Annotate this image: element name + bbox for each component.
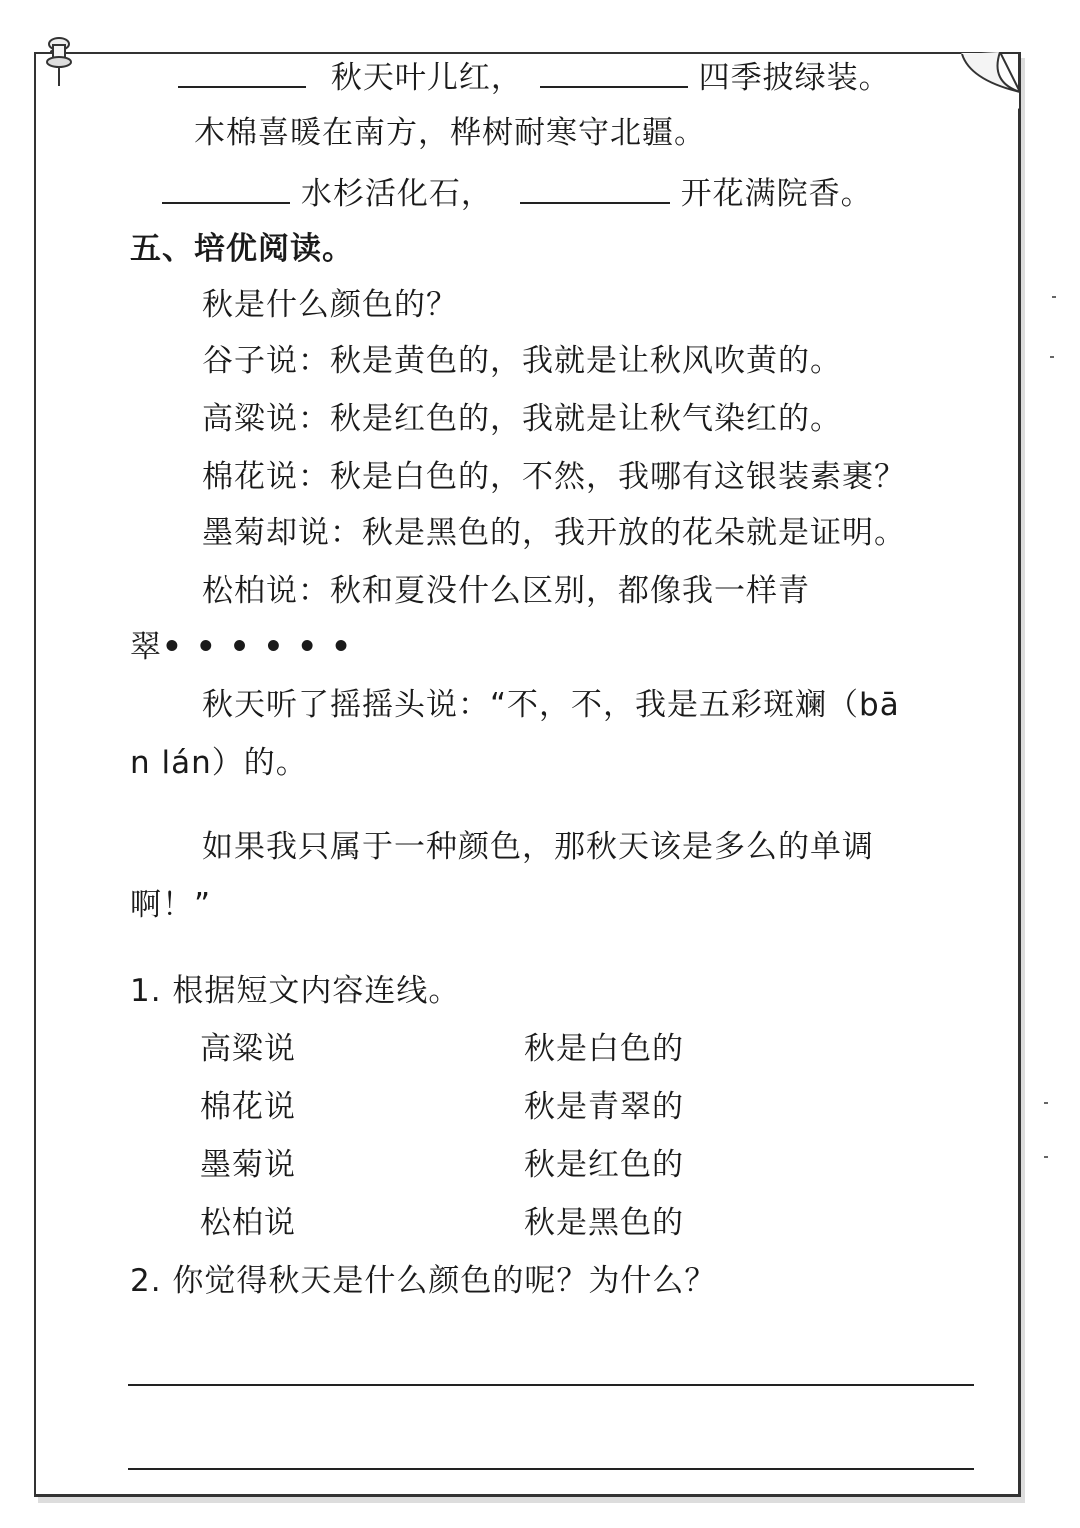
section-heading: 五、培优阅读。 — [130, 231, 354, 267]
poem-line-1-b: 四季披绿装。 — [698, 60, 891, 96]
poem-line-3-b: 开花满院香。 — [680, 176, 873, 212]
passage-paragraph: 棉花说：秋是白色的，不然，我哪有这银装素裹？ — [202, 459, 906, 495]
fill-blank[interactable] — [520, 176, 670, 204]
match-left-item[interactable]: 高粱说 — [200, 1031, 296, 1067]
fill-blank[interactable] — [540, 60, 688, 88]
scan-speck — [1044, 1156, 1048, 1158]
scan-speck — [1052, 296, 1056, 298]
passage-text: 翠 — [130, 629, 162, 665]
scan-speck — [1050, 356, 1054, 358]
page-curl-icon — [960, 52, 1020, 110]
poem-line-3 — [162, 176, 873, 210]
match-right-item[interactable]: 秋是青翠的 — [524, 1089, 684, 1125]
fill-blank[interactable] — [162, 176, 290, 204]
passage-paragraph: 谷子说：秋是黄色的，我就是让秋风吹黄的。 — [202, 343, 842, 379]
passage-paragraph: 如果我只属于一种颜色，那秋天该是多么的单调 — [202, 829, 874, 865]
ellipsis-dots: •••••• — [162, 629, 365, 665]
match-right-item[interactable]: 秋是黑色的 — [524, 1205, 684, 1241]
question-2: 2. 你觉得秋天是什么颜色的呢？为什么？ — [130, 1263, 717, 1299]
match-right-item[interactable]: 秋是白色的 — [524, 1031, 684, 1067]
poem-line-1 — [178, 60, 891, 94]
poem-line-2: 木棉喜暖在南方，桦树耐寒守北疆。 — [194, 115, 706, 151]
passage-paragraph: 高粱说：秋是红色的，我就是让秋气染红的。 — [202, 401, 842, 437]
match-left-item[interactable]: 墨菊说 — [200, 1147, 296, 1183]
pushpin-icon — [44, 36, 74, 90]
fill-blank[interactable] — [178, 60, 306, 88]
poem-line-3-a: 水杉活化石， — [300, 176, 493, 212]
scan-speck — [1044, 1102, 1048, 1104]
poem-line-1-a: 秋天叶儿红， — [330, 60, 523, 96]
passage-paragraph-continued: 啊！” — [130, 887, 212, 923]
passage-paragraph: 墨菊却说：秋是黑色的，我开放的花朵就是证明。 — [202, 515, 906, 551]
match-left-item[interactable]: 松柏说 — [200, 1205, 296, 1241]
question-1: 1. 根据短文内容连线。 — [130, 973, 461, 1009]
match-right-item[interactable]: 秋是红色的 — [524, 1147, 684, 1183]
answer-line[interactable] — [128, 1468, 974, 1470]
answer-line[interactable] — [128, 1384, 974, 1386]
passage-paragraph: 松柏说：秋和夏没什么区别，都像我一样青 — [202, 573, 810, 609]
match-left-item[interactable]: 棉花说 — [200, 1089, 296, 1125]
passage-paragraph-continued: n lán）的。 — [130, 745, 308, 781]
passage-paragraph-continued — [130, 629, 365, 665]
passage-title: 秋是什么颜色的？ — [202, 287, 458, 323]
passage-paragraph: 秋天听了摇摇头说：“不，不，我是五彩斑斓（bā — [202, 687, 900, 723]
